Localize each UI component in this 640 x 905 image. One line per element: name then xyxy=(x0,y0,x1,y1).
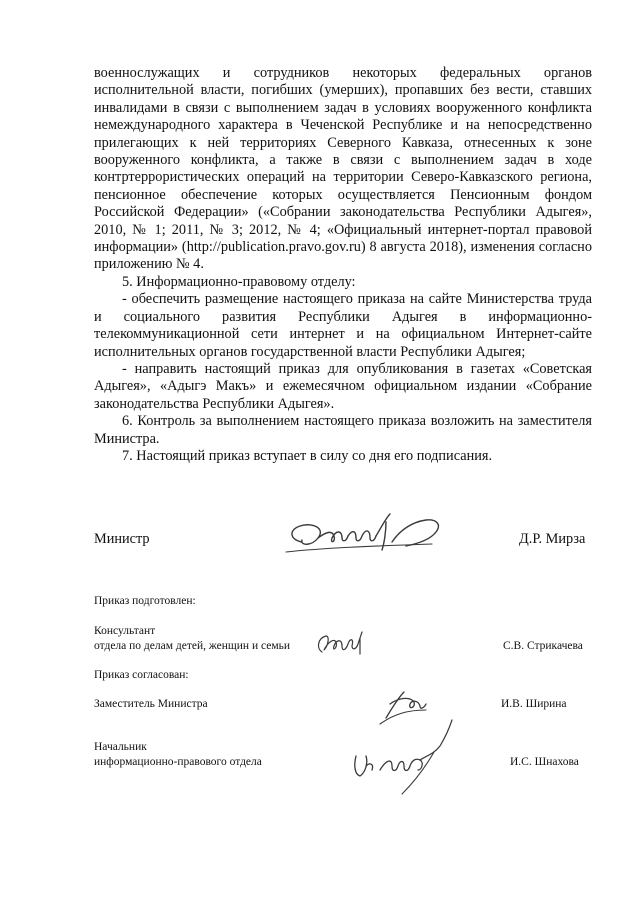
paragraph-item-7: 7. Настоящий приказ вступает в силу со дня его подписания. xyxy=(122,447,493,464)
paragraph-item-5-bullet-2: - направить настоящий приказ для опубликования в газетах «Советская Адыгея», «Адыгэ Макъ» и ежемесячном официальном издании «Собрание законодательства Республики Адыгея». xyxy=(94,360,592,412)
agreed-heading: Приказ согласован: xyxy=(94,669,189,681)
consultant-signature xyxy=(314,628,374,660)
consultant-name: С.В. Стрикачева xyxy=(503,640,583,652)
department-head-title-line-2: информационно-правового отдела xyxy=(94,756,262,768)
consultant-title-line-1: Консультант xyxy=(94,625,156,637)
deputy-minister-title: Заместитель Министра xyxy=(94,698,208,710)
paragraph-continuation: военнослужащих и сотрудников некоторых федеральных органов исполнительной власти, погибших (умерших), пропавших без вести, ставших инвалидами в связи с выполнением задач в условиях вооруженного конфликта немеждународного характера в Чеченской Республике и на непосредственно прилегающих к ней территориях Северного Кавказа, отнесенных к зоне вооруженного конфликта, а также в связи с выполнением задач в ходе контртеррористических операций на территории Северо-Кавказского региона, пенсионное обеспечение которых осуществляется Пенсионным фондом Российской Федерации» («Собрании законодательства Республики Адыгея», 2010, № 1; 2011, № 3; 2012, № 4; «Официальный интернет-портал правовой информации» (http://publication.pravo.gov.ru) 8 августа 2018), изменения согласно приложению № 4. xyxy=(94,65,592,273)
paragraph-item-5-bullet-1: - обеспечить размещение настоящего приказа на сайте Министерства труда и социального развития Республики Адыгея в информационно-телекоммуникационной сети интернет и на официальном Интернет-сайте исполнительных органов государственной власти Республики Адыгея; xyxy=(94,291,592,360)
minister-title: Министр xyxy=(94,531,150,547)
deputy-minister-name: И.В. Ширина xyxy=(501,698,567,710)
department-head-name: И.С. Шнахова xyxy=(510,756,579,768)
order-body-text xyxy=(94,65,592,465)
paragraph-item-5: 5. Информационно-правовому отделу: xyxy=(122,273,356,290)
consultant-title-line-2: отдела по делам детей, женщин и семьи xyxy=(94,640,291,652)
minister-name: Д.Р. Мирза xyxy=(519,531,586,547)
paragraph-item-6: 6. Контроль за выполнением настоящего приказа возложить на заместителя Министра. xyxy=(94,413,592,447)
minister-signature xyxy=(282,508,452,563)
department-head-signature xyxy=(346,716,456,796)
deputy-minister-signature xyxy=(374,688,430,728)
department-head-title-line-1: Начальник xyxy=(94,741,147,753)
prepared-heading: Приказ подготовлен: xyxy=(94,595,196,607)
